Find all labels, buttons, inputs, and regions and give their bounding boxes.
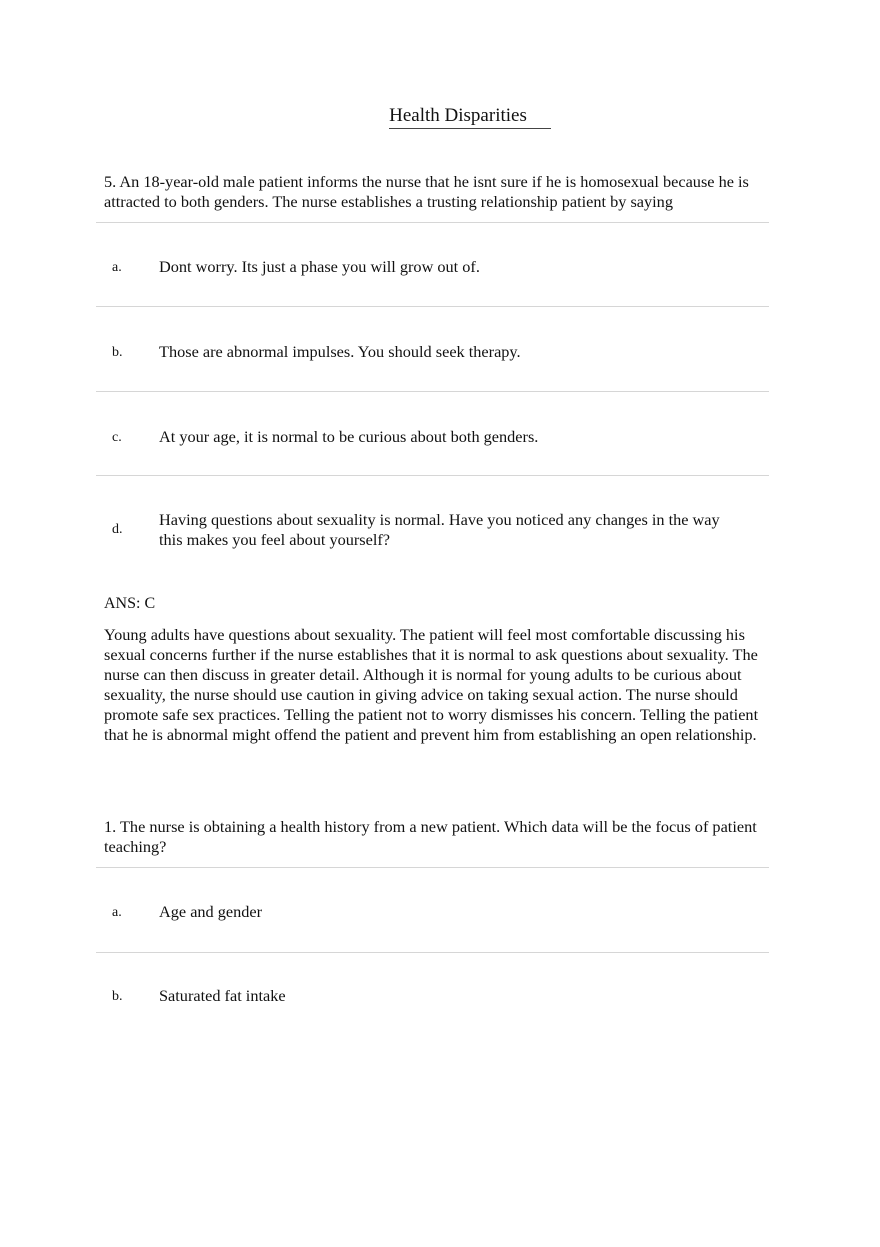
option-letter: d. xyxy=(112,522,123,537)
option-text: Those are abnormal impulses. You should seek therapy. xyxy=(159,342,521,361)
option-letter: c. xyxy=(112,430,122,445)
divider xyxy=(96,222,769,223)
option-letter: a. xyxy=(112,905,122,920)
option-text: Age and gender xyxy=(159,902,263,921)
divider xyxy=(96,475,769,476)
option-text: Saturated fat intake xyxy=(159,986,286,1005)
option-letter: b. xyxy=(112,345,123,360)
answer-key: ANS: C xyxy=(104,595,156,612)
option-text: Dont worry. Its just a phase you will grow out of. xyxy=(159,257,480,276)
divider xyxy=(96,306,769,307)
divider xyxy=(96,867,769,868)
question-stem: 1. The nurse is obtaining a health history from a new patient. Which data will be the focus of patient teaching? xyxy=(104,817,757,856)
option-letter: a. xyxy=(112,260,122,275)
divider xyxy=(96,952,769,953)
option-text: At your age, it is normal to be curious about both genders. xyxy=(159,427,539,446)
option-letter: b. xyxy=(112,989,123,1004)
option-text: Having questions about sexuality is normal. Have you noticed any changes in the way this makes you feel about yourself? xyxy=(159,510,720,549)
rationale-text: Young adults have questions about sexuality. The patient will feel most comfortable discussing his sexual concerns further if the nurse establishes that it is normal to ask questions about sexuality. The nurse can then discuss in greater detail. Although it is normal for young adults to be curious about sexuality, the nurse should use caution in giving advice on taking sexual action. The nurse should promote safe sex practices. Telling the patient not to worry dismisses his concern. Telling the patient that he is abnormal might offend the patient and prevent him from establishing an open relationship. xyxy=(104,625,759,744)
page-title: Health Disparities xyxy=(389,104,551,129)
question-stem: 5. An 18-year-old male patient informs the nurse that he isnt sure if he is homosexual because he is attracted to both genders. The nurse establishes a trusting relationship patient by saying xyxy=(104,172,749,211)
divider xyxy=(96,391,769,392)
page-title-wrap xyxy=(0,104,880,129)
